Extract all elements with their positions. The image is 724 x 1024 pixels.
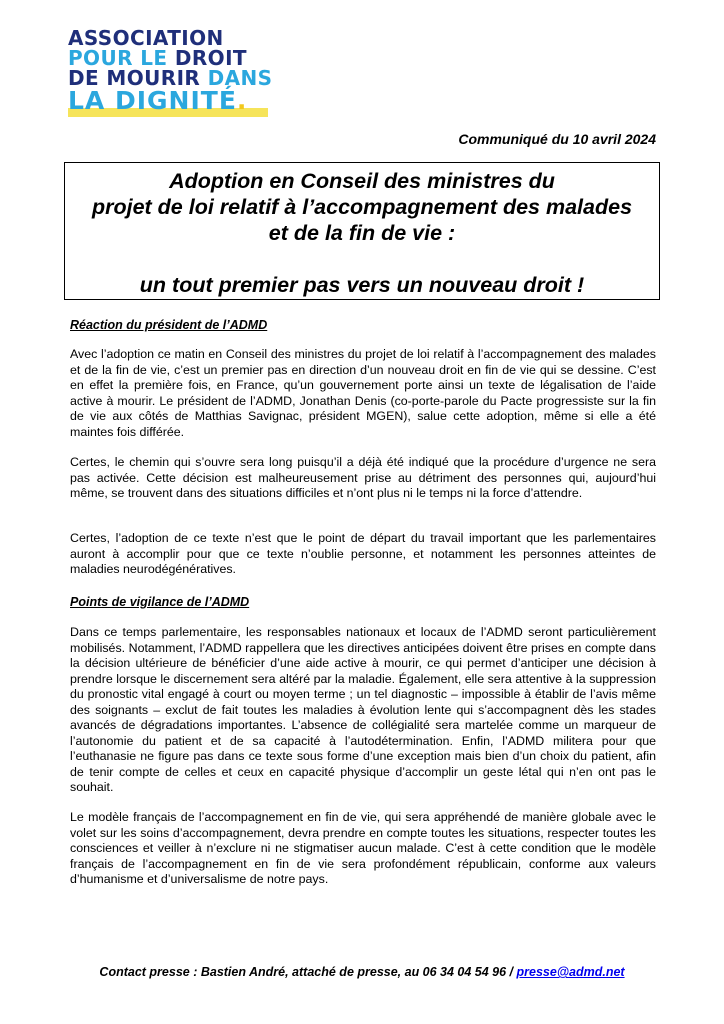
- section-heading-reaction: Réaction du président de l’ADMD: [70, 318, 268, 332]
- press-email-link[interactable]: presse@admd.net: [516, 965, 625, 979]
- logo-line-la-dignite: [68, 88, 278, 114]
- title-line-2: projet de loi relatif à l’accompagnement des malades: [91, 195, 633, 219]
- logo-line-de-mourir-dans: [68, 68, 278, 88]
- communique-date: Communiqué du 10 avril 2024: [458, 131, 656, 147]
- logo-dot: .: [236, 86, 248, 115]
- paragraph-4: Dans ce temps parlementaire, les responsables nationaux et locaux de l’ADMD seront particulièrement mobilisés. Notamment, l’ADMD rappellera que les directives anticipées doivent être prises en compte dans la décision ultérieure de bénéficier d’une aide active à mourir, ce qui permet d’anticiper une décision à prendre lorsque le discernement sera altéré par la maladie. Également, elle sera attentive à la suppression du pronostic vital engagé à court ou moyen terme ; un tel diagnostic – impossible à établir de l’avis même des soignants – exclut de fait toutes les maladies à évolution lente qui s’accompagnent dès les stades avancés de dégradations importantes. L’absence de collégialité sera martelée comme un marqueur de l’autonomie du patient et de sa capacité à l’autodétermination. Enfin, l’ADMD militera pour que l’euthanasie ne figure pas dans ce texte sous forme d’une exception mais bien d’un choix du patient, afin de tenir compte de celles et ceux en capacité physique d’accomplir un geste létal qui n’en ont pas le souhait.: [70, 625, 656, 794]
- paragraph-3: Certes, l’adoption de ce texte n’est que le point de départ du travail important que les parlementaires auront à accomplir pour que ce texte n’oublie personne, et notamment les personnes atteintes de maladies neurodégénératives.: [70, 531, 656, 576]
- press-contact-text: Contact presse : Bastien André, attaché de presse, au 06 34 04 54 96 /: [99, 965, 517, 979]
- logo-line-association: ASSOCIATION: [68, 26, 224, 50]
- logo-text-la-dignite: LA DIGNITÉ: [68, 86, 237, 115]
- title-line-3: et de la fin de vie :: [268, 221, 456, 245]
- admd-logo: [68, 28, 278, 120]
- logo-text-de-mourir: DE MOURIR: [68, 66, 201, 90]
- paragraph-2: Certes, le chemin qui s’ouvre sera long puisqu’il a déjà été indiqué que la procédure d’urgence ne sera pas activée. Cette décision est malheureusement prise au détriment des personnes qui, aujourd’hui même, se trouvent dans des situations difficiles et n’ont plus ni le temps ni la force d’attendre.: [70, 455, 656, 500]
- logo-text-pour-le: POUR LE: [68, 46, 168, 70]
- paragraph-5: Le modèle français de l’accompagnement en fin de vie, qui sera appréhendé de manière globale avec le volet sur les soins d’accompagnement, devra prendre en compte toutes les situations, respecter toutes les consciences et veiller à n’exclure ni ne stigmatiser aucun malade. C’est à cette condition que le modèle français de l’accompagnement en fin de vie sera profondément républicain, conforme aux valeurs d’humanisme et d’universalisme de notre pays.: [70, 810, 656, 886]
- title-subtitle: un tout premier pas vers un nouveau droit !: [139, 273, 585, 297]
- section-heading-vigilance: Points de vigilance de l’ADMD: [70, 595, 250, 609]
- title-box: [64, 162, 660, 300]
- title-line-1: Adoption en Conseil des ministres du: [169, 169, 555, 193]
- logo-line-pour-le-droit: [68, 48, 278, 68]
- logo-text-droit: DROIT: [174, 46, 247, 70]
- press-contact: [0, 965, 724, 979]
- logo-text-dans: DANS: [207, 66, 273, 90]
- paragraph-1: Avec l’adoption ce matin en Conseil des ministres du projet de loi relatif à l’accompagnement des malades et de la fin de vie, c’est un premier pas en direction d’un nouveau droit en fin de vie qui se dessine. C’est en effet la première fois, en France, qu’un gouvernement porte ainsi un texte de légalisation de l’aide active à mourir. Le président de l’ADMD, Jonathan Denis (co-porte-parole du Pacte progressiste sur la fin de vie aux côtés de Matthias Savignac, président MGEN), salue cette adoption, même si elle a été maintes fois différée.: [70, 347, 656, 439]
